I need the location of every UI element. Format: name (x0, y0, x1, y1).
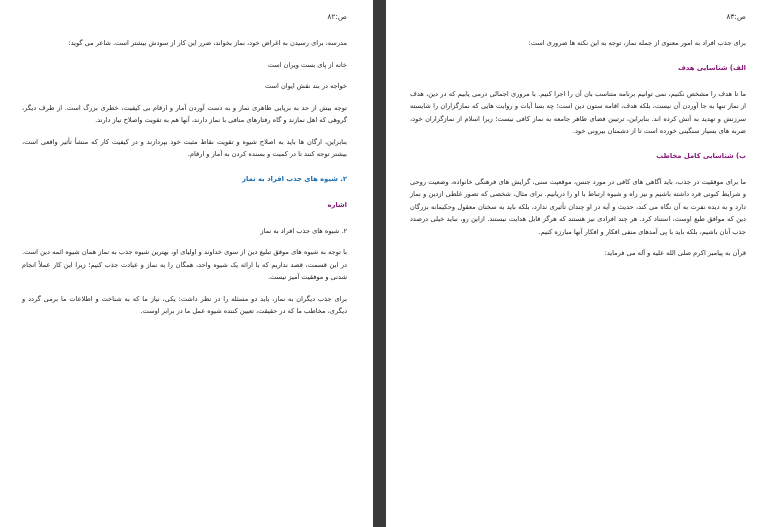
paragraph: توجه بیش از حد به برپایی ظاهری نماز و به دست آوردن آمار و ارقام بی کیفیت، خطری بزرگ است. از طرف دیگر، گروهی که اهل نمازند و گاه رفتارهای منافی با نماز دارند، آنها هم به تقویت واصلاح نیاز دارند. (22, 103, 347, 124)
paragraph: بنابراین، ارگان ها باید به اصلاح شیوه و تقویت نقاط مثبت خود بپردازند و در کیفیت کار که منشأ تأثیر واقعی است، بیشتر توجه کنند تا در کمیت و بسنده کردن به آمار و ارقام. (22, 137, 347, 158)
page-number: ص:۸۳ (726, 12, 746, 21)
right-page (386, 0, 768, 527)
subsection-heading-b: ب) شناسایی کامل مخاطب (656, 151, 746, 160)
section-heading: ۲. شیوه های جذب افراد به نماز (242, 174, 347, 183)
page-number: ص:۸۲ (327, 12, 347, 21)
left-page (0, 0, 373, 527)
book-spine (373, 0, 386, 527)
subsection-heading: اشاره (327, 200, 347, 209)
subsection-heading-a: الف) شناسایی هدف (677, 63, 746, 72)
paragraph: برای جذب دیگران به نماز، باید دو مسئله را در نظر داشت: یکی، نیاز ما که به شناخت و اطلاعات ما برمی گردد و دیگری، مخاطب ما که در حقیقت، تعیین کننده شیوه عمل ما در برابر اوست. (22, 294, 347, 315)
paragraph: مدرسه، برای رسیدن به اغراض خود، نماز بخواند، ضرر این کار از سودش بیشتر است. شاعر می گوید: (68, 39, 347, 47)
paragraph: ۲. شیوه های جذب افراد به نماز (260, 226, 347, 235)
paragraph: برای جذب افراد به امور معنوی از جمله نماز، توجه به این نکته ها ضروری است: (528, 39, 746, 47)
paragraph: قرآن به پیامبر اکرم صلی الله علیه و آله می فرماید: (604, 249, 746, 257)
verse-line: خواجه در بند نقش ایوان است (265, 82, 347, 90)
paragraph: ما تا هدف را مشخص نکنیم، نمی توانیم برنامه متناسب بان آن را اجرا کنیم. با مروری اجمالی درمی یابیم که در دین، هدف از نماز تنها به جا آوردن آن نیست، بلکه هدف، اقامه ستون دین است؛ چه بسا آیات و روایت هایی که نمازگزاران را شایسته سرزنش و تهدید به آتش کرده اند. بنابراین، ترتیبن فضای ظاهر جامعه به نماز کافی نیست؛ زیرا اسلام از نمازگزاران خود، ضربه های بسیار سنگینی خورده است تا از دشمنان بیرونی خود. (410, 89, 746, 135)
verse-line: خانه از پای بست ویران است (267, 60, 347, 69)
paragraph: با توجه به شیوه های موفق تبلیغ دین از سوی خداوند و اولیای او، بهترین شیوه جذب به نماز همان شیوه ائمه دین است. در این قسمت، قصد نداریم که با ارائه یک شیوه واحد، همگان را به نماز و عبادت جذب کنیم؛ زیرا این کار عملاً انجام شدنی و موفقیت آمیز نیست. (22, 248, 347, 281)
paragraph: ما برای موفقیت در جذب، باید آگاهی های کافی در مورد جنس، موقعیت سنی، گرایش های فرهنگی خانواده، وضعیت روحی و شرایط کنونی فرد داشته باشیم و نیز راه و شیوه ارتباط با او را دریابیم. برای مثال، شخصی که تصور غلطی ازدین و نماز دارد و به دیده نفرت به آن نگاه می کند، حدیث و آیه در او چندان تأثیری ندارد، بلکه باید به سخنان معقول وحکیمانه بزرگان دین که موافق طبع اوست، استناد کرد. هر چند افرادی نیز هستند که هرگز قابل هدایت نیستند. ازاین رو، نباید خیلی درصدد جذب آنان باشیم، بلکه باید با پی آمدهای منفی افکار و افکار آنها مبارزه کنیم. (410, 177, 746, 236)
